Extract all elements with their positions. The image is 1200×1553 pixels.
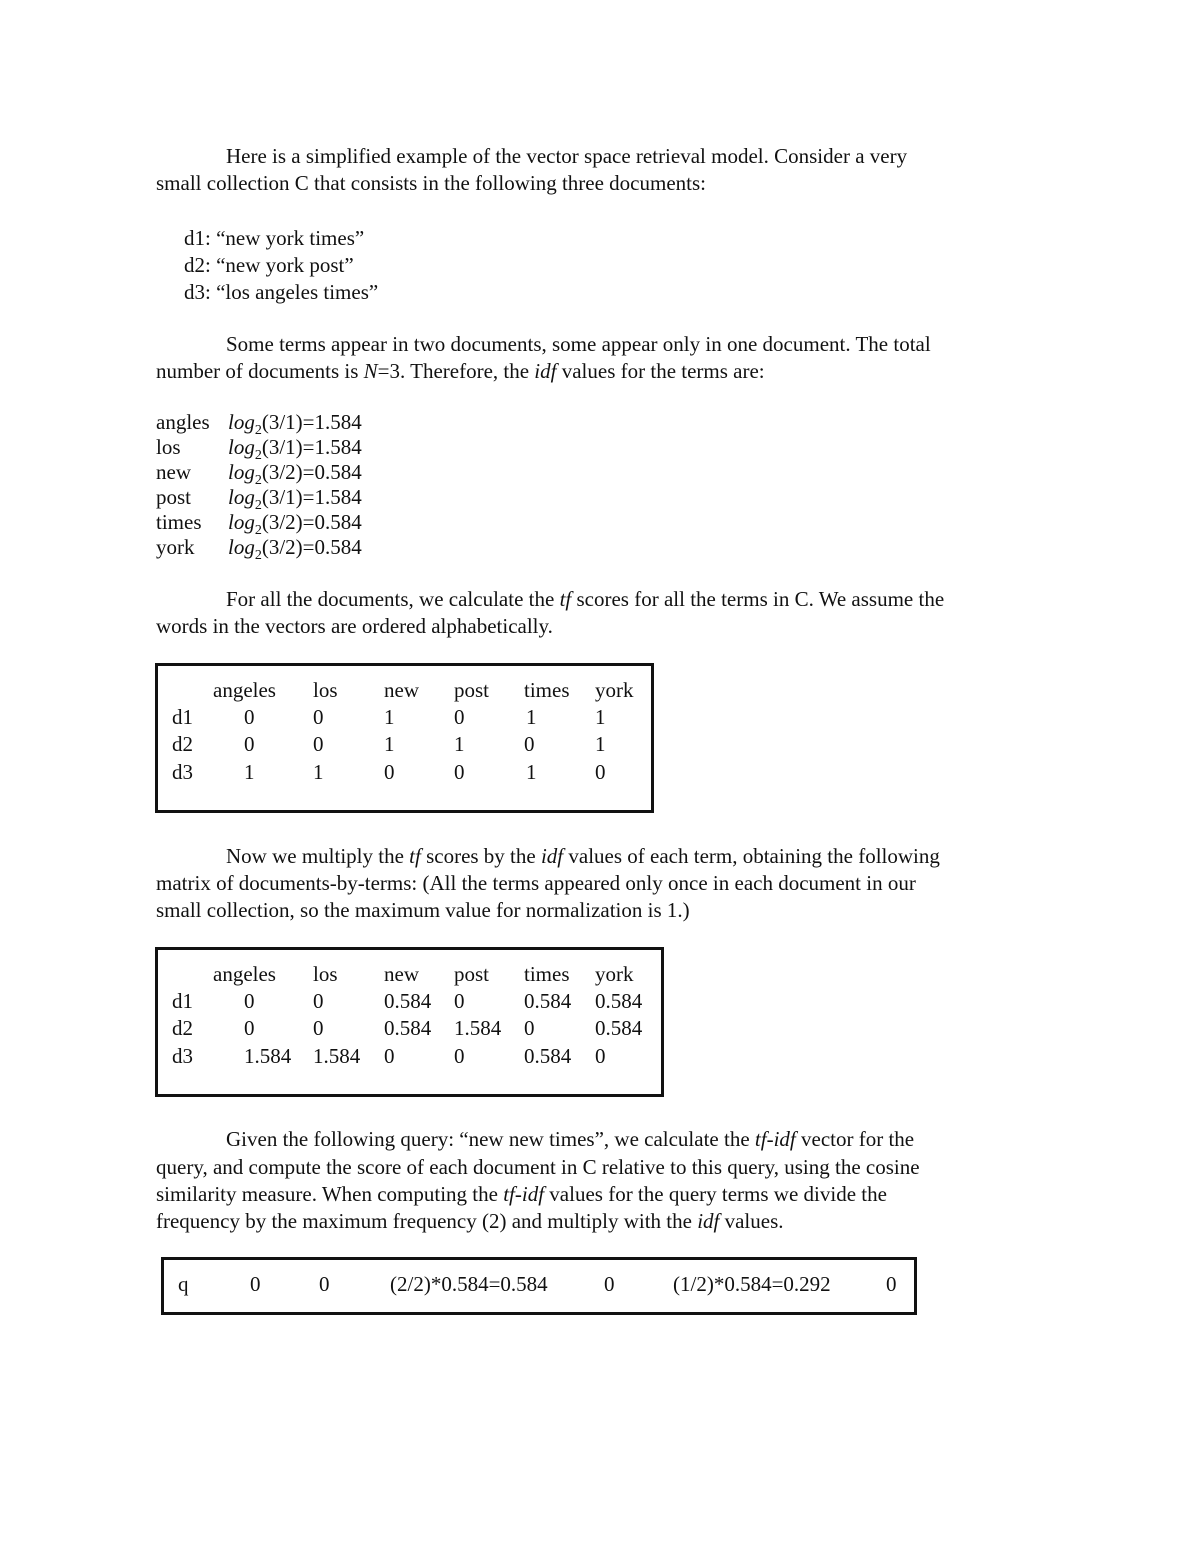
tfidf-cell: 0: [313, 989, 324, 1013]
tf-cell: 1: [526, 760, 537, 784]
tfidf-cell: 1.584: [454, 1016, 502, 1040]
tfidf-cell: 0.584: [384, 989, 432, 1013]
tf-cell: 1: [454, 732, 465, 756]
tf-cell: 0: [454, 760, 465, 784]
tfidf-table: [155, 947, 664, 1097]
tfidf-cell: 0.584: [524, 989, 572, 1013]
query-cell: 0: [886, 1272, 897, 1296]
tfidf-cell: 0: [454, 989, 465, 1013]
para5-line-3: similarity measure. When computing the tf-idf values for the query terms we divide the: [156, 1182, 887, 1206]
tfidf-cell: 1.584: [244, 1044, 292, 1068]
tf-cell: 1: [384, 732, 395, 756]
para2-line-2: number of documents is N=3. Therefore, the idf values for the terms are:: [156, 359, 765, 383]
tf-row-label: d2: [172, 732, 193, 756]
tfidf-row-label: d3: [172, 1044, 193, 1068]
para3-line-2: words in the vectors are ordered alphabetically.: [156, 614, 553, 638]
tf-table: [155, 663, 654, 813]
idf-term: times: [156, 510, 202, 534]
tf-cell: 1: [384, 705, 395, 729]
tf-header: new: [384, 678, 419, 702]
idf-value: $\log_2(3/1)=1.584$: [228, 410, 362, 438]
idf-term: angles: [156, 410, 210, 434]
tf-header: times: [524, 678, 570, 702]
tfidf-cell: 0: [384, 1044, 395, 1068]
tfidf-cell: 0.584: [384, 1016, 432, 1040]
tf-cell: 0: [454, 705, 465, 729]
para5-line-4: frequency by the maximum frequency (2) and multiply with the idf values.: [156, 1209, 784, 1233]
tf-cell: 1: [595, 705, 606, 729]
idf-value: $\log_2(3/2)=0.584$: [228, 460, 362, 488]
tfidf-cell: 0: [313, 1016, 324, 1040]
idf-value: $\log_2(3/1)=1.584$: [228, 485, 362, 513]
para3-line-1: For all the documents, we calculate the tf scores for all the terms in C. We assume the: [226, 587, 945, 611]
tf-cell: 0: [244, 732, 255, 756]
idf-value: $\log_2(3/2)=0.584$: [228, 535, 362, 563]
idf-term: new: [156, 460, 191, 484]
tfidf-header: new: [384, 962, 419, 986]
idf-term: los: [156, 435, 181, 459]
tf-cell: 0: [313, 732, 324, 756]
tfidf-cell: 1.584: [313, 1044, 361, 1068]
tfidf-cell: 0.584: [595, 1016, 643, 1040]
tf-header: post: [454, 678, 490, 702]
intro-line-2: small collection C that consists in the following three documents:: [156, 171, 706, 195]
tfidf-cell: 0: [244, 989, 255, 1013]
query-table: [161, 1257, 917, 1315]
query-cell: 0: [250, 1272, 261, 1296]
tf-header: los: [313, 678, 338, 702]
para2-line-1: Some terms appear in two documents, some appear only in one document. The total: [226, 332, 931, 356]
tf-row-label: d1: [172, 705, 193, 729]
tfidf-cell: 0.584: [595, 989, 643, 1013]
para4-line-2: matrix of documents-by-terms: (All the terms appeared only once in each document in our: [156, 871, 916, 895]
tfidf-cell: 0: [524, 1016, 535, 1040]
tf-cell: 1: [526, 705, 537, 729]
tfidf-header: angeles: [213, 962, 276, 986]
query-cell: (2/2)*0.584=0.584: [390, 1272, 548, 1296]
tfidf-row-label: d2: [172, 1016, 193, 1040]
tfidf-cell: 0: [454, 1044, 465, 1068]
query-cell: 0: [604, 1272, 615, 1296]
para5-line-1: Given the following query: “new new times”, we calculate the tf-idf vector for the: [226, 1127, 915, 1151]
idf-value: $\log_2(3/1)=1.584$: [228, 435, 362, 463]
query-label: q: [178, 1272, 189, 1296]
tfidf-cell: 0: [244, 1016, 255, 1040]
idf-value: $\log_2(3/2)=0.584$: [228, 510, 362, 538]
tf-cell: 0: [244, 705, 255, 729]
tfidf-header: york: [595, 962, 634, 986]
tf-header: york: [595, 678, 634, 702]
intro-line-1: Here is a simplified example of the vector space retrieval model. Consider a very: [226, 144, 908, 168]
tf-row-label: d3: [172, 760, 193, 784]
tf-cell: 0: [524, 732, 535, 756]
para5-line-2: query, and compute the score of each document in C relative to this query, using the cosine: [156, 1155, 920, 1179]
para4-line-3: small collection, so the maximum value for normalization is 1.): [156, 898, 690, 922]
tfidf-header: times: [524, 962, 570, 986]
tfidf-cell: 0: [595, 1044, 606, 1068]
tfidf-header: los: [313, 962, 338, 986]
doc-d1: d1: “new york times”: [184, 226, 365, 250]
tf-header: angeles: [213, 678, 276, 702]
tfidf-header: post: [454, 962, 490, 986]
tfidf-row-label: d1: [172, 989, 193, 1013]
tfidf-cell: 0.584: [524, 1044, 572, 1068]
doc-d3: d3: “los angeles times”: [184, 280, 379, 304]
idf-term: post: [156, 485, 192, 509]
tf-cell: 0: [595, 760, 606, 784]
para4-line-1: Now we multiply the tf scores by the idf values of each term, obtaining the following: [226, 844, 940, 868]
idf-term: york: [156, 535, 195, 559]
tf-cell: 1: [244, 760, 255, 784]
tf-cell: 0: [384, 760, 395, 784]
tf-cell: 1: [313, 760, 324, 784]
tf-cell: 0: [313, 705, 324, 729]
query-cell: 0: [319, 1272, 330, 1296]
doc-d2: d2: “new york post”: [184, 253, 354, 277]
query-cell: (1/2)*0.584=0.292: [673, 1272, 831, 1296]
tf-cell: 1: [595, 732, 606, 756]
